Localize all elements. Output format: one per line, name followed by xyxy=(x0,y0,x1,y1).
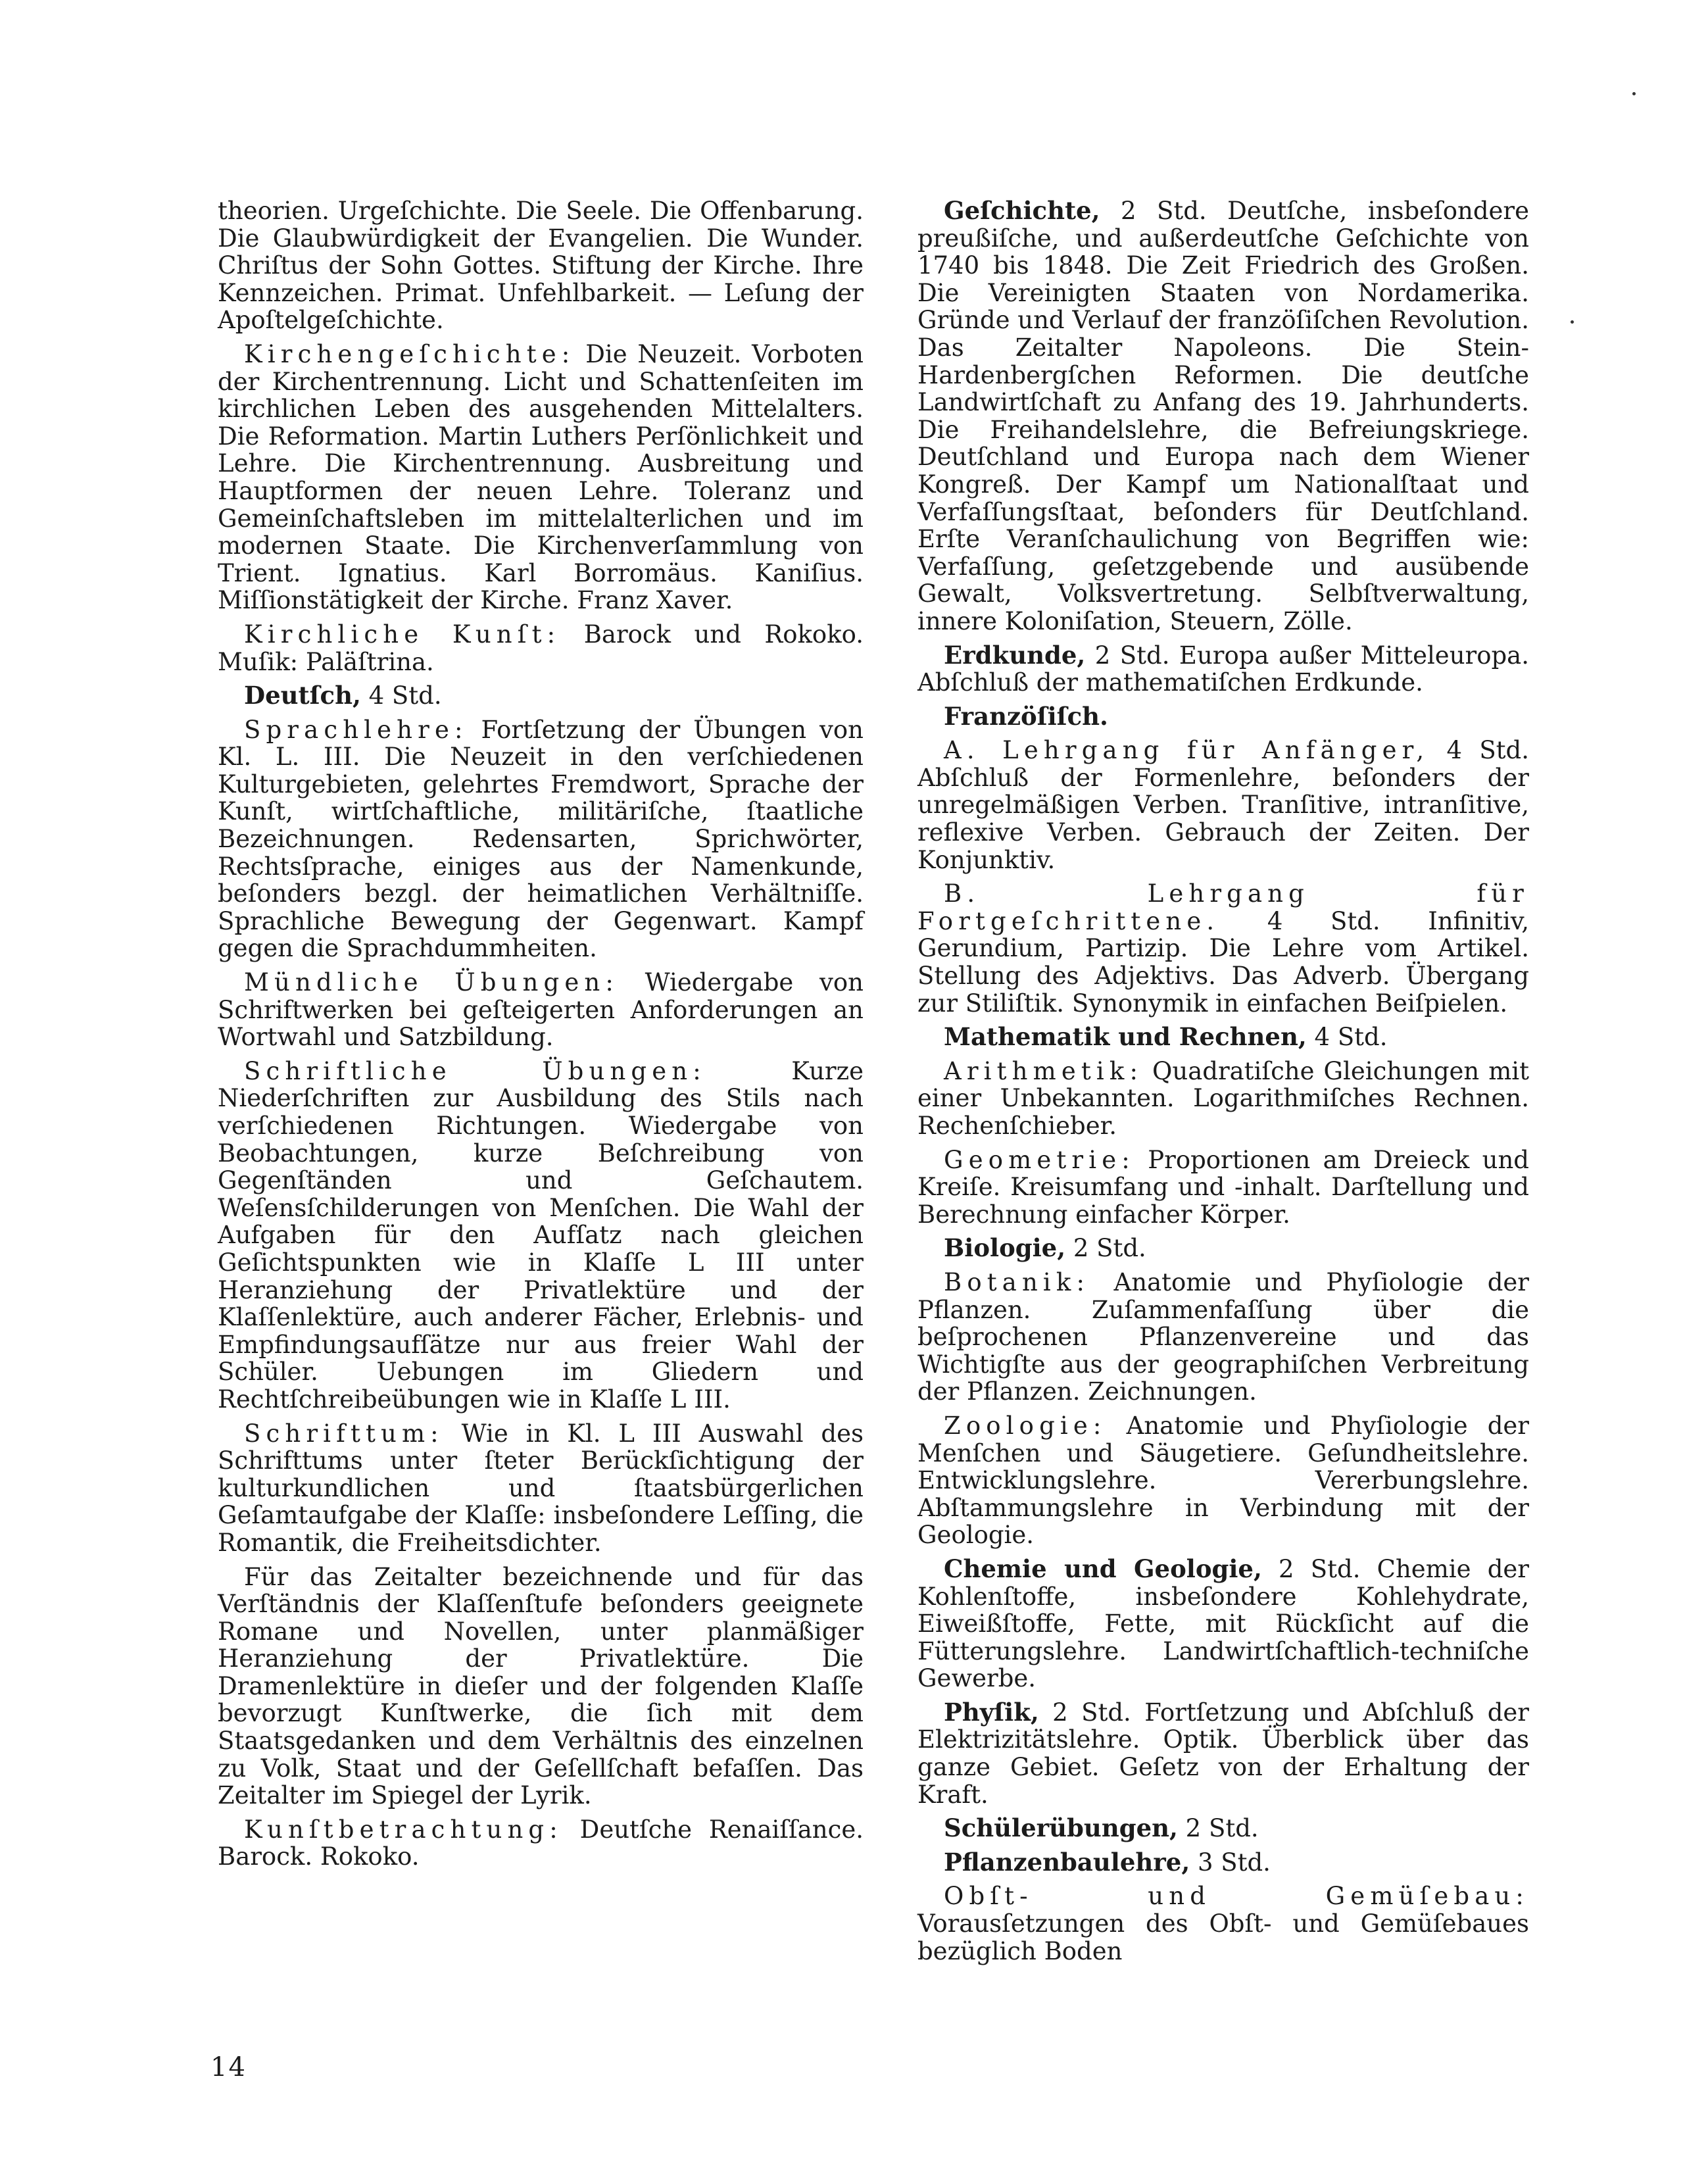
subject-label: Schriftliche Übungen: xyxy=(244,1056,706,1085)
subject-label: Zoologie: xyxy=(944,1411,1107,1440)
subject-label: Kunſtbetrachtung: xyxy=(244,1815,563,1844)
section-heading: Geſchichte, xyxy=(944,196,1100,225)
paragraph-text: Anatomie und Phyſiologie der Pflanzen. Zuſammenfaſſung über die beſprochenen Pflanzenvereine und das Wichtigſte aus der geographiſchen Verbreitung der Pflanzen. Zeichnungen. xyxy=(917,1268,1529,1406)
paragraph-botanik xyxy=(917,1269,1529,1406)
paragraph-arithmetik xyxy=(917,1058,1529,1140)
paragraph-text: Anatomie und Phyſiologie der Menſchen und Säugetiere. Geſundheitslehre. Entwicklungslehre. Vererbungslehre. Abſtammungslehre in Verbindung mit der Geologie. xyxy=(917,1411,1529,1550)
paragraph-text: 4 Std. Abſchluß der Formenlehre, beſonders der unregelmäßigen Verben. Tranſitive, intranſitive, reflexive Verben. Gebrauch der Zeiten. Der Konjunktiv. xyxy=(917,736,1529,874)
page-number: 14 xyxy=(210,2052,247,2082)
paragraph-text: Die Neuzeit. Vorboten der Kirchentrennung. Licht und Schattenſeiten im kirchlichen Leben des ausgehenden Mittelalters. Die Reformation. Martin Luthers Perſönlichkeit und Lehre. Die Kirchentrennung. Ausbreitung und Hauptformen der neuen Lehre. Toleranz und Gemeinſchaftsleben im mittelalterlichen und im modernen Staate. Die Kirchenverſammlung von Trient. Ignatius. Karl Borromäus. Kaniſius. Miſſionstätigkeit der Kirche. Franz Xaver. xyxy=(218,339,864,615)
paragraph-lehrgang-fortgeschrittene xyxy=(917,880,1529,1017)
subject-label: Mündliche Übungen: xyxy=(244,968,619,997)
section-hours: 3 Std. xyxy=(1190,1848,1271,1877)
paragraph-religion-theorien xyxy=(218,197,864,334)
paragraph-text: 2 Std. Fortſetzung und Abſchluß der Elektrizitätslehre. Optik. Überblick über das ganze Gebiet. Geſetz von der Erhaltung der Kraft. xyxy=(917,1698,1529,1809)
paragraph-text: Barock und Rokoko. Muſik: Paläſtrina. xyxy=(218,620,864,676)
section-deutsch xyxy=(218,682,864,710)
paragraph-text: Deutſche Renaiſſance. Barock. Rokoko. xyxy=(218,1815,864,1871)
section-heading: Franzöſiſch. xyxy=(944,701,1108,731)
section-geschichte xyxy=(917,197,1529,635)
subject-label: A. Lehrgang für Anfänger, xyxy=(944,736,1430,765)
subject-label: Kirchengeſchichte: xyxy=(244,339,575,368)
subject-label: Botanik: xyxy=(944,1268,1090,1296)
paragraph-muendliche-uebungen xyxy=(218,969,864,1051)
dust-speck xyxy=(1632,92,1636,95)
section-hours: 4 Std. xyxy=(1306,1023,1388,1052)
section-heading: Phyſik, xyxy=(944,1697,1039,1727)
paragraph-text: theorien. Urgeſchichte. Die Seele. Die Offenbarung. Die Glaubwürdigkeit der Evangelien. Die Wunder. Chriſtus der Sohn Gottes. Stiftung der Kirche. Ihre Kennzeichen. Primat. Unfehlbarkeit. — Leſung der Apoſtelgeſchichte. xyxy=(218,197,864,335)
section-hours: 2 Std. xyxy=(1065,1234,1146,1263)
section-heading: Erdkunde, xyxy=(944,640,1086,670)
paragraph-sprachlehre xyxy=(218,716,864,962)
section-heading: Schülerübungen, xyxy=(944,1813,1178,1843)
section-heading: Mathematik und Rechnen, xyxy=(944,1022,1307,1052)
paragraph-text: 2 Std. Europa außer Mitteleuropa. Abſchluß der mathematiſchen Erdkunde. xyxy=(917,641,1529,697)
paragraph-obst-gemuesebau xyxy=(917,1883,1529,1965)
section-franzoesisch xyxy=(917,703,1529,731)
section-physik xyxy=(917,1699,1529,1808)
dust-speck xyxy=(1571,320,1574,324)
section-erdkunde xyxy=(917,642,1529,697)
section-schueleruebungen xyxy=(917,1815,1529,1842)
left-column xyxy=(218,197,864,1871)
paragraph-zoologie xyxy=(917,1412,1529,1549)
paragraph-kirchliche-kunst xyxy=(218,621,864,676)
paragraph-zeitalter xyxy=(218,1563,864,1809)
paragraph-lehrgang-anfaenger xyxy=(917,737,1529,874)
section-mathematik xyxy=(917,1023,1529,1051)
paragraph-text: Kurze Niederſchriften zur Ausbildung des Stils nach verſchiedenen Richtungen. Wiedergabe von Beobachtungen, kurze Beſchreibung von Gegenſtänden und Geſchautem. Weſensſchilderungen von Menſchen. Die Wahl der Aufgaben für den Aufſatz nach gleichen Geſichtspunkten wie in Klaſſe L III unter Heranziehung der Privatlektüre und der Klaſſenlektüre, auch anderer Fächer, Erlebnis- und Empfindungsaufſätze nur aus freier Wahl der Schüler. Uebungen im Gliedern und Rechtſchreibeübungen wie in Klaſſe L III. xyxy=(218,1056,864,1414)
paragraph-text: Wiedergabe von Schriftwerken bei geſteigerten Anforderungen an Wortwahl und Satzbildung. xyxy=(218,968,864,1052)
subject-label: Geometrie: xyxy=(944,1145,1135,1174)
paragraph-text: 4 Std. Infinitiv, Gerundium, Partizip. Die Lehre vom Artikel. Stellung des Adjektivs. Das Adverb. Übergang zur Stiliſtik. Synonymik in einfachen Beiſpielen. xyxy=(917,906,1529,1018)
paragraph-text: 2 Std. Deutſche, insbeſondere preußiſche, und außerdeutſche Geſchichte von 1740 bis 1848. Die Zeit Friedrich des Großen. Die Vereinigten Staaten von Nordamerika. Gründe und Verlauf der franzöſiſchen Revolution. Das Zeitalter Napoleons. Die Stein-Hardenbergſchen Reformen. Die deutſche Landwirtſchaft zu Anfang des 19. Jahrhunderts. Die Freihandelslehre, die Befreiungskriege. Deutſchland und Europa nach dem Wiener Kongreß. Der Kampf um Nationalſtaat und Verfaſſungsſtaat, beſonders für Deutſchland. Erſte Veranſchaulichung von Begriffen wie: Verfaſſung, geſetzgebende und ausübende Gewalt, Volksvertretung. Selbſtverwaltung, innere Koloniſation, Steuern, Zölle. xyxy=(917,197,1529,635)
section-heading: Chemie und Geologie, xyxy=(944,1554,1262,1583)
section-heading: Pflanzenbaulehre, xyxy=(944,1847,1190,1877)
section-chemie-geologie xyxy=(917,1556,1529,1692)
paragraph-kirchengeschichte xyxy=(218,341,864,614)
section-heading: Biologie, xyxy=(944,1233,1066,1263)
section-hours: 2 Std. xyxy=(1177,1814,1259,1843)
paragraph-text: Vorausſetzungen des Obſt- und Gemüſebaues bezüglich Boden xyxy=(917,1909,1529,1965)
paragraph-geometrie xyxy=(917,1146,1529,1229)
paragraph-schriftliche-uebungen xyxy=(218,1058,864,1414)
paragraph-kunstbetrachtung xyxy=(218,1816,864,1871)
subject-label: B. Lehrgang für Fortgeſchrittene. xyxy=(917,879,1529,935)
subject-label: Kirchliche Kunſt: xyxy=(244,620,561,649)
right-column xyxy=(917,197,1529,1965)
section-biologie xyxy=(917,1235,1529,1262)
section-pflanzenbaulehre xyxy=(917,1849,1529,1877)
paragraph-text: Für das Zeitalter bezeichnende und für das Verſtändnis der Klaſſenſtufe beſonders geeignete Romane und Novellen, unter planmäßiger Heranziehung der Privatlektüre. Die Dramenlektüre in dieſer und der folgenden Klaſſe bevorzugt Kunſtwerke, die ſich mit dem Staatsgedanken und dem Verhältnis des einzelnen zu Volk, Staat und der Geſellſchaft befaſſen. Das Zeitalter im Spiegel der Lyrik. xyxy=(218,1562,864,1810)
subject-label: Obſt- und Gemüſebau: xyxy=(944,1882,1529,1911)
subject-label: Arithmetik: xyxy=(944,1056,1144,1085)
subject-label: Sprachlehre: xyxy=(244,715,468,744)
paragraph-text: Wie in Kl. L III Auswahl des Schrifttums unter ſteter Berückſichtigung der kulturkundlichen und ſtaatsbürgerlichen Geſamtaufgabe der Klaſſe: insbeſondere Leſſing, die Romantik, die Freiheitsdichter. xyxy=(218,1419,864,1557)
paragraph-text: Proportionen am Dreieck und Kreiſe. Kreisumfang und -inhalt. Darſtellung und Berechnung einfacher Körper. xyxy=(917,1145,1529,1229)
paragraph-text: Fortſetzung der Übungen von Kl. L. III. Die Neuzeit in den verſchiedenen Kulturgebieten, gelehrtes Fremdwort, Sprache der Kunſt, wirtſchaftliche, militäriſche, ſtaatliche Bezeichnungen. Redensarten, Sprichwörter, Rechtsſprache, einiges aus der Namenkunde, beſonders bezgl. der heimatlichen Verhältniſſe. Sprachliche Bewegung der Gegenwart. Kampf gegen die Sprachdummheiten. xyxy=(218,715,864,963)
paragraph-text: Quadratiſche Gleichungen mit einer Unbekannten. Logarithmiſches Rechnen. Rechenſchieber. xyxy=(917,1056,1529,1140)
paragraph-schrifttum xyxy=(218,1420,864,1557)
section-heading: Deutſch, xyxy=(244,681,361,710)
section-hours: 4 Std. xyxy=(360,681,442,710)
paragraph-text: 2 Std. Chemie der Kohlenſtoffe, insbeſondere Kohlehydrate, Eiweißſtoffe, Fette, mit Rückſicht auf die Fütterungslehre. Landwirtſchaftlich-techniſche Gewerbe. xyxy=(917,1554,1529,1693)
subject-label: Schrifttum: xyxy=(244,1419,444,1448)
